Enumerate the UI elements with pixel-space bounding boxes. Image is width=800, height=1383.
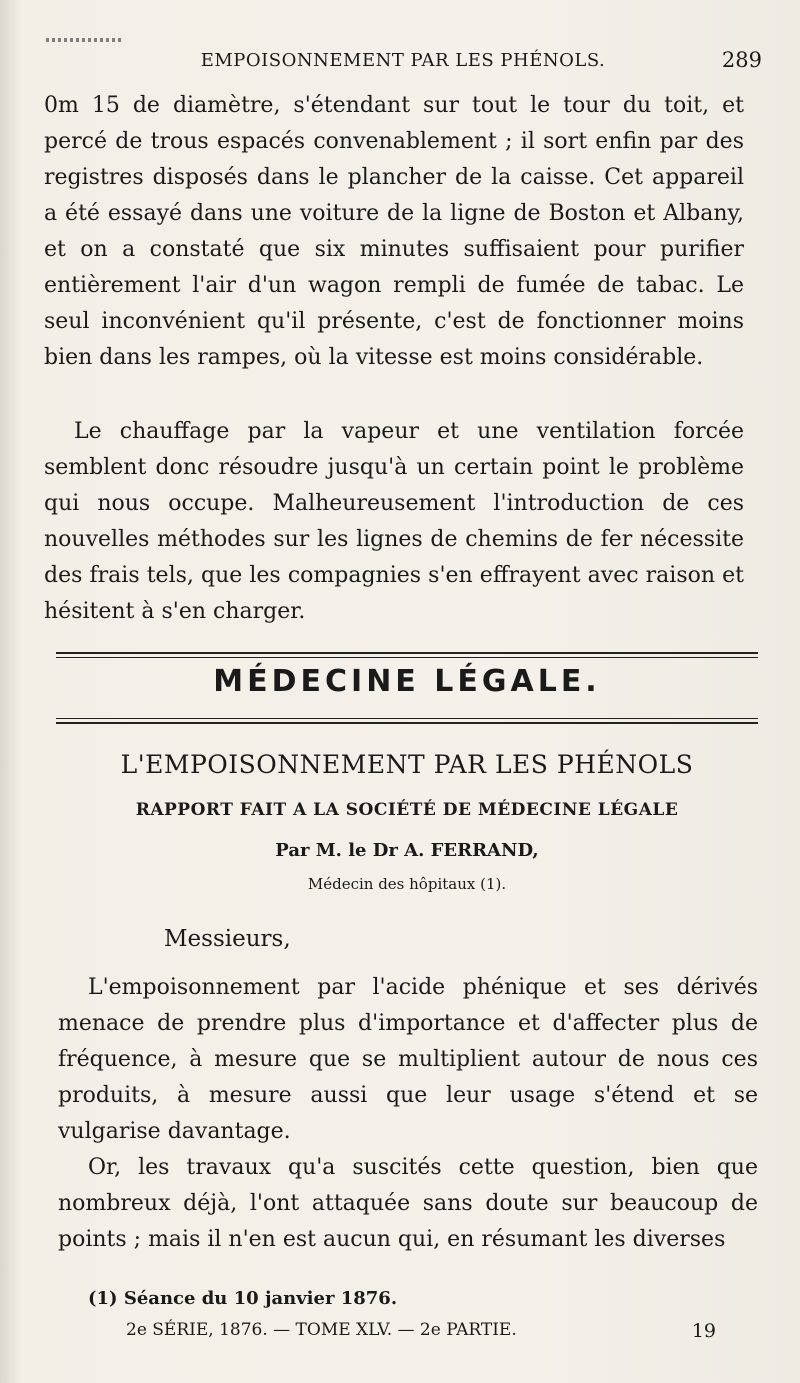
footer-series: 2e SÉRIE, 1876. — TOME XLV. — 2e PARTIE.	[126, 1320, 517, 1340]
author-role: Médecin des hôpitaux (1).	[307, 875, 507, 893]
running-title: EMPOISONNEMENT PAR LES PHÉNOLS.	[200, 50, 606, 71]
signature-number: 19	[691, 1320, 716, 1342]
section-rule-top-thin	[56, 657, 758, 658]
section-rule-top	[56, 652, 758, 654]
article-paragraph-2: Or, les travaux qu'a suscités cette question, bien que nombreux déjà, l'ont attaquée sans doute sur beaucoup de points ; mais il n'en est aucun qui, en résumant les diverses	[58, 1155, 758, 1252]
continuation-paragraph: 0m 15 de diamètre, s'étendant sur tout le tour du toit, et percé de trous espacés convenablement ; il sort enfin par des registres disposés dans le plancher de la caisse. Cet appareil a été essayé dans une voiture de la ligne de Boston et Albany, et on a constaté que six minutes suffisaient pour purifier entièrement l'air d'un wagon rempli de fumée de tabac. Le seul inconvénient qu'il présente, c'est de fonctionner moins bien dans les rampes, où la vitesse est moins considérable.	[44, 93, 744, 370]
article-author: Par M. le Dr A. FERRAND,	[275, 840, 539, 861]
section-title: MÉDECINE LÉGALE.	[213, 664, 601, 699]
salutation: Messieurs,	[164, 926, 291, 952]
chauffage-paragraph: Le chauffage par la vapeur et une ventilation forcée semblent donc résoudre jusqu'à un certain point le problème qui nous occupe. Malheureusement l'introduction de ces nouvelles méthodes sur les lignes de chemins de fer nécessite des frais tels, que les compagnies s'en effrayent avec raison et hésitent à s'en charger.	[44, 419, 744, 624]
section-rule-bottom	[56, 722, 758, 724]
section-rule-bottom-thin	[56, 718, 758, 719]
page-number: 289	[721, 48, 762, 72]
scan-mark	[46, 38, 124, 42]
article-subtitle: RAPPORT FAIT A LA SOCIÉTÉ DE MÉDECINE LÉGALE	[135, 800, 679, 820]
footnote: (1) Séance du 10 janvier 1876.	[88, 1288, 398, 1309]
article-paragraph-1: L'empoisonnement par l'acide phénique et ses dérivés menace de prendre plus d'importance et d'affecter plus de fréquence, à mesure que se multiplient autour de nous ces produits, à mesure aussi que leur usage s'étend et se vulgarise davantage.	[58, 975, 758, 1144]
running-head	[40, 48, 766, 78]
article-title: L'EMPOISONNEMENT PAR LES PHÉNOLS	[120, 750, 694, 779]
